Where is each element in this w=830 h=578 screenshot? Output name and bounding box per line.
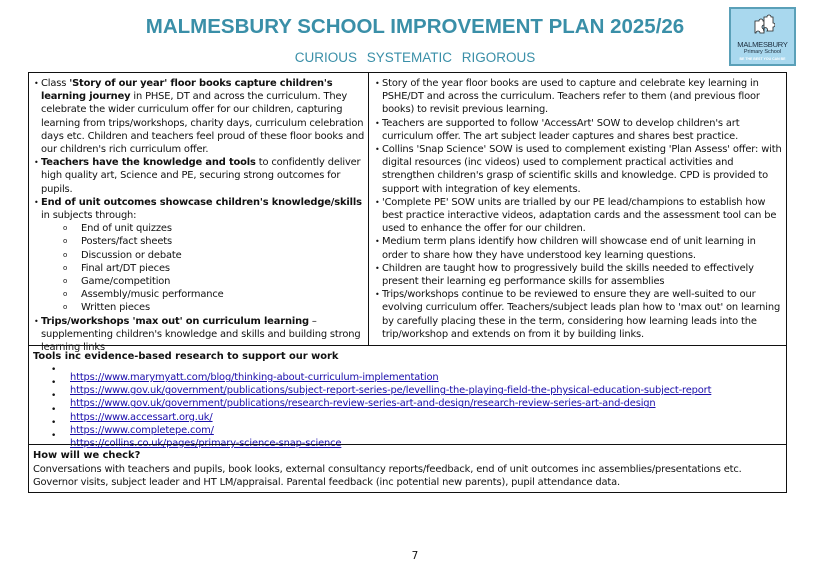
bullet-icon: • — [51, 391, 57, 402]
actions-column — [374, 77, 784, 341]
sub-bullet-icon: o — [63, 263, 68, 272]
action-item: • Collins 'Snap Science' SOW is used to complement existing 'Plan Assess' offer: with digital resources (inc videos) used to complement practical activities and strengthen children's grasp of scientific skills and knowledge. CPD is provided to support with integration of key elements. — [374, 143, 784, 196]
sub-item-text: Final art/DT pieces — [81, 262, 170, 274]
tools-heading: Tools inc evidence-based research to support our work — [33, 351, 339, 362]
check-body — [33, 463, 783, 489]
school-values — [0, 50, 830, 65]
sub-bullet-icon: o — [63, 224, 68, 233]
outcome-bold: End of unit outcomes showcase children's knowledge/skills — [41, 196, 362, 208]
school-logo — [729, 7, 796, 66]
outcome-item — [33, 77, 369, 156]
link-item — [33, 365, 711, 383]
sub-item-text: End of unit quizzes — [81, 223, 172, 235]
outcome-item — [33, 196, 369, 222]
bullet-icon: • — [51, 430, 57, 441]
sub-item-text: Written pieces — [81, 302, 150, 314]
link-item — [33, 378, 712, 397]
sub-item — [33, 262, 369, 275]
page-title: MALMESBURY SCHOOL IMPROVEMENT PLAN 2025/26 — [145, 15, 685, 38]
sub-bullet-icon: o — [63, 277, 68, 286]
outcome-bold: Teachers have the knowledge and tools — [41, 157, 256, 169]
action-item: • Teachers are supported to follow 'AccessArt' SOW to develop children's art curriculum offer. The art subject leader captures and shares best practice. — [374, 117, 784, 143]
tools-section — [28, 345, 787, 449]
outcomes-column — [33, 77, 369, 354]
outcome-text: to confidently deliver high quality art, Science and PE, securing strong outcomes for pupils. — [41, 157, 361, 195]
check-heading: How will we check? — [33, 450, 141, 461]
tools-link-list — [33, 365, 712, 449]
value-curious: CURIOUS — [294, 50, 357, 65]
resource-link[interactable]: https://www.marymyatt.com/blog/thinking-about-curriculum-implementation — [70, 372, 439, 383]
sub-item — [33, 235, 369, 248]
logo-school-type: Primary School — [743, 49, 782, 55]
sub-item — [33, 222, 369, 235]
resource-link[interactable]: https://www.gov.uk/government/publications/research-review-series-art-and-design/research-review-series-art-and-design — [70, 398, 656, 410]
sub-item-text: Assembly/music performance — [81, 289, 224, 301]
value-rigorous: RIGOROUS — [461, 50, 536, 65]
outcome-bold: 'Story of our year' floor books capture children's learning journey — [41, 78, 333, 103]
action-item: • 'Complete PE' SOW units are trialled by our PE lead/champions to establish how best practice interactive videos, adaptation cards and the assessment tool can be used to enhance the offer for our children. — [374, 196, 784, 236]
sub-item — [33, 249, 369, 262]
outcomes-actions-row — [28, 72, 787, 354]
sub-item — [33, 301, 369, 314]
action-item: • Trips/workshops continue to be reviewed to ensure they are well-suited to our evolving curriculum offer. Teachers/subject leads plan how to 'max out' on learning by carefully placing these in the term, considering how learning leads into the trip/workshop and extends on from it by building links. — [374, 288, 784, 341]
resource-link[interactable]: https://collins.co.uk/pages/primary-science-snap-science — [70, 437, 342, 449]
sub-item-text: Discussion or debate — [81, 249, 182, 261]
sub-item-text: Posters/fact sheets — [81, 236, 172, 248]
bullet-icon: • — [51, 365, 57, 375]
resource-link[interactable]: https://www.gov.uk/government/publications/subject-report-series-pe/levelling-the-playing-field-the-physical-education-subject-report — [70, 385, 712, 397]
sub-bullet-icon: o — [63, 290, 68, 299]
outcome-text: in PHSE, DT and across the curriculum. They celebrate the wider curriculum offer for our children, capturing learning from trips/workshops, charity days, curriculum celebration days etc. Children and teachers feel proud of these floor books and our children's rich curriculum offer. — [41, 91, 365, 156]
check-section — [28, 444, 787, 493]
outcome-text: Class — [41, 78, 70, 89]
puzzle-pieces-icon — [753, 13, 775, 37]
sub-item — [33, 275, 369, 288]
outcome-bold: Trips/workshops 'max out' on curriculum learning — [41, 315, 309, 327]
logo-motto: BE THE BEST YOU CAN BE — [739, 57, 786, 61]
bullet-icon: • — [51, 378, 57, 389]
sub-item — [33, 288, 369, 301]
check-line: Governor visits, subject leader and HT LM/appraisal. Parental feedback (inc potential new parents), pupil attendance data. — [33, 477, 621, 489]
action-item: • Story of the year floor books are used to capture and celebrate key learning in PSHE/DT and across the curriculum. Teachers refer to them (and previous floor books) to revisit previous learning. — [374, 77, 784, 117]
check-line: Conversations with teachers and pupils, book looks, external consultancy reports/feedback, end of unit outcomes inc assemblies/presentations etc. — [33, 464, 742, 475]
action-item: • Children are taught how to progressively build the skills needed to effectively present their learning eg performance skills for assemblies — [374, 262, 784, 288]
outcome-text: – supplementing children's knowledge and skills and building strong learning links — [41, 315, 361, 354]
sub-item-text: Game/competition — [81, 276, 171, 288]
outcome-text: in subjects through: — [41, 210, 137, 222]
action-item: • Medium term plans identify how children will showcase end of unit learning in order to share how they have understood key learning questions. — [374, 235, 784, 261]
outcome-item — [33, 156, 369, 196]
logo-school-name: MALMESBURY — [737, 40, 788, 49]
resource-link[interactable]: https://www.completepe.com/ — [70, 424, 214, 436]
resource-link[interactable]: https://www.accessart.org.uk/ — [70, 411, 213, 423]
bullet-icon: • — [51, 417, 57, 428]
sub-bullet-icon: o — [63, 303, 68, 312]
value-systematic: SYSTEMATIC — [366, 50, 452, 65]
bullet-icon: • — [51, 404, 57, 415]
sub-bullet-icon: o — [63, 250, 68, 259]
link-item — [33, 391, 711, 410]
page-number: 7 — [411, 550, 419, 562]
sub-bullet-icon: o — [63, 237, 68, 246]
